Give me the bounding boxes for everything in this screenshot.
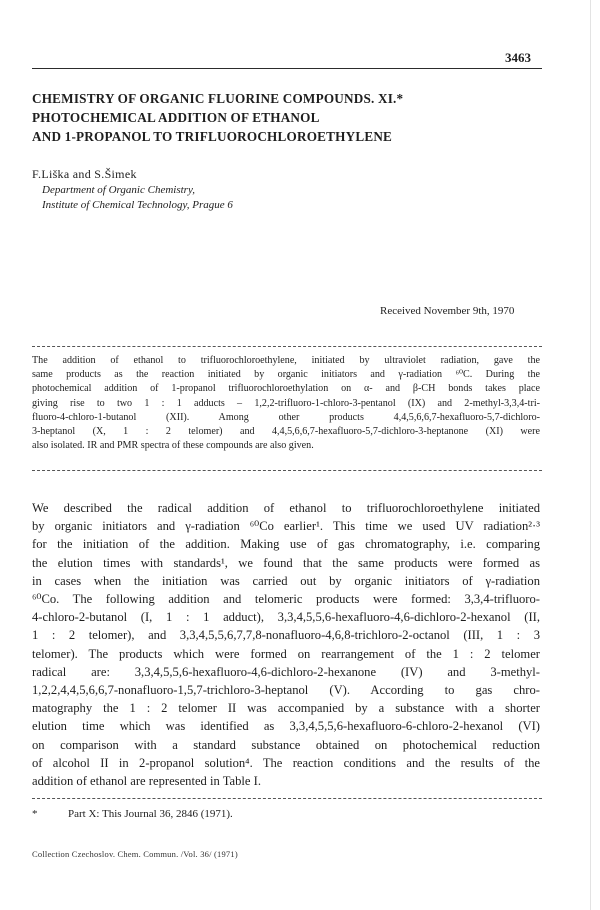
affiliation [42, 183, 233, 213]
scan-edge [590, 0, 591, 910]
abstract-line: giving rise to two 1 : 1 adducts – 1,2,2-trifluoro-1-chloro-3-pentanol (IX) and 2-methyl-3,3,4-tri- [32, 397, 540, 409]
body-line: 1,2,2,4,4,5,6,6,7-nonafluoro-1,5,7-trichloro-3-heptanol (V). According to gas chro- [32, 683, 540, 698]
abstract-line: 3-heptanol (X, 1 : 2 telomer) and 4,4,5,6,6,7-hexafluoro-5,7-dichloro-3-heptanone (XI) were [32, 426, 540, 438]
header-rule [32, 68, 542, 69]
footnote-marker: * [32, 808, 38, 820]
journal-footer: Collection Czechoslov. Chem. Commun. /Vol. 36/ (1971) [32, 849, 238, 859]
footnote [32, 808, 233, 820]
body-line: addition of ethanol are represented in Table I. [32, 774, 261, 789]
body-line: We described the radical addition of ethanol to trifluorochloroethylene initiated [32, 501, 540, 515]
article-title [32, 89, 552, 146]
received-date: Received November 9th, 1970 [380, 305, 515, 317]
footnote-text: Part X: This Journal 36, 2846 (1971). [68, 808, 233, 820]
affiliation-line: Department of Organic Chemistry, [42, 184, 195, 196]
abstract-top-rule [32, 346, 542, 347]
body-line: telomer). The products which were formed on rearrangement of the 1 : 2 telomer [32, 646, 540, 661]
page-number: 3463 [505, 50, 531, 65]
body-line: on comparison with a standard substance obtained on photochemical reduction [32, 737, 540, 752]
title-line: PHOTOCHEMICAL ADDITION OF ETHANOL [32, 110, 320, 125]
body-line: for the initiation of the addition. Making use of gas chromatography, i.e. comparing [32, 537, 540, 552]
abstract-line: photochemical addition of 1-propanol trifluorochloroethylation on α- and β-CH bonds takes place [32, 383, 540, 395]
body-line: 1 : 2 telomer), and 3,3,4,5,5,6,7,7,8-nonafluoro-4,6,8-trichloro-2-octanol (III, 1 : 3 [32, 628, 540, 643]
abstract-bottom-rule [32, 470, 542, 471]
body-line: in cases when the initiation was carried out by organic initiators of γ-radiation [32, 573, 540, 588]
abstract-line: The addition of ethanol to trifluorochloroethylene, initiated by ultraviolet radiation, gave the [32, 355, 540, 366]
abstract [32, 354, 540, 453]
body-line: of alcohol II in 2-propanol solution⁴. The reaction conditions and the results of the [32, 755, 540, 770]
abstract-line: fluoro-4-chloro-1-butanol (XII). Among other products 4,4,5,6,6,7-hexafluoro-5,7-dichloro- [32, 411, 540, 423]
title-line: AND 1-PROPANOL TO TRIFLUOROCHLOROETHYLENE [32, 129, 393, 144]
footnote-rule [32, 798, 542, 799]
body-line: 4-chloro-2-butanol (I, 1 : 1 adduct), 3,3,4,5,5,6-hexafluoro-4,6-dichloro-2-hexanol (II, [32, 610, 540, 625]
body-line: elution time which was identified as 3,3,4,5,5,6-hexafluoro-6-chloro-2-hexanol (VI) [32, 719, 540, 734]
abstract-line: also isolated. IR and PMR spectra of these compounds are also given. [32, 440, 314, 452]
body-line: the elution times with standards¹, we found that the same products were formed as [32, 555, 540, 570]
body-line: matography the 1 : 2 telomer II was accompanied by a substance with a shorter [32, 701, 540, 716]
body-line: radical are: 3,3,4,5,5,6-hexafluoro-4,6-dichloro-2-hexanone (IV) and 3-methyl- [32, 664, 540, 679]
affiliation-line: Institute of Chemical Technology, Prague 6 [42, 199, 233, 211]
body-line: ⁶⁰Co. The following addition and telomeric products were formed: 3,3,4-trifluoro- [32, 592, 540, 607]
title-line: CHEMISTRY OF ORGANIC FLUORINE COMPOUNDS. XI.* [32, 91, 404, 106]
body-paragraph [32, 499, 540, 790]
authors: F.Liška and S.Šimek [32, 167, 137, 181]
abstract-line: same products as the reaction initiated by organic initiators and γ-radiation ⁶⁰C. During the [32, 369, 540, 381]
body-line: by organic initiators and γ-radiation ⁶⁰Co earlier¹. This time we used UV radiation²·³ [32, 519, 540, 534]
